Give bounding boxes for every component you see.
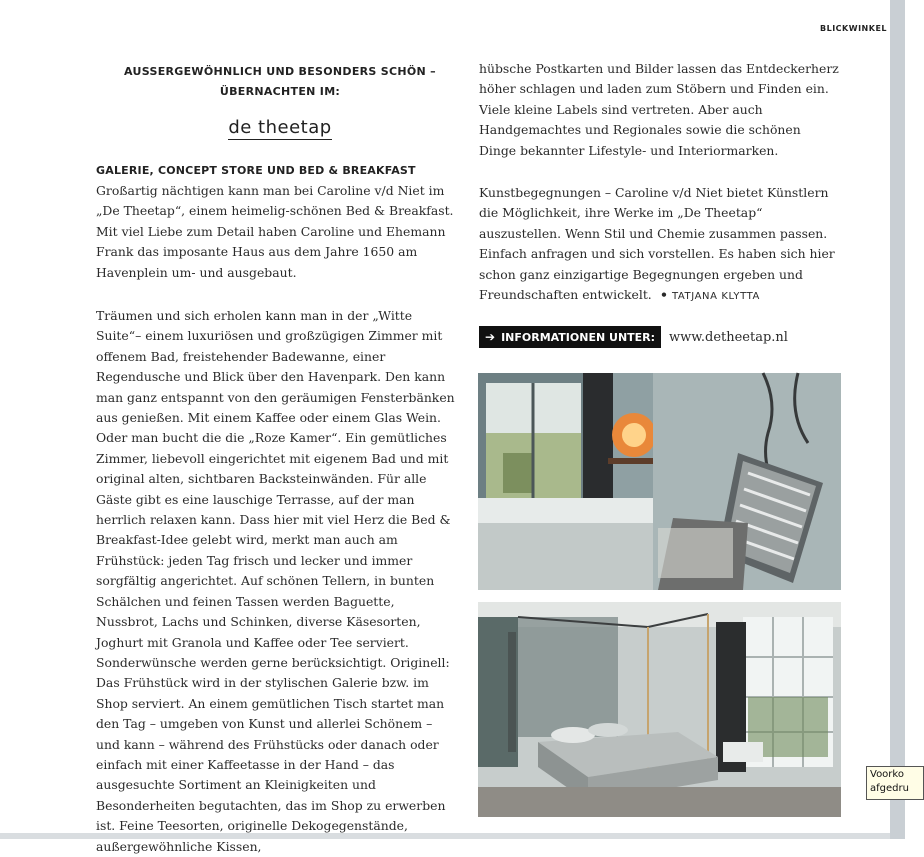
arrow-right-icon: ➔ xyxy=(485,330,496,344)
room-photo-chair xyxy=(478,373,841,590)
paragraph-intro: Großartig nächtigen kann man bei Caroline v/d Niet im „De Theetap“, einem heimelig-schönen Bed & Breakfast. Mit viel Liebe zum Detail haben Caroline und Ehemann Frank das imposante Haus aus dem Jahre 1650 am Havenplein um- und ausgebaut. xyxy=(96,183,454,280)
subhead: GALERIE, CONCEPT STORE UND BED & BREAKFAST xyxy=(96,164,416,177)
author-name: TATJANA KLYTTA xyxy=(671,291,760,303)
paragraph-art xyxy=(479,183,839,307)
tooltip: Voorko afgedru xyxy=(866,766,924,800)
bullet-dot: • xyxy=(655,287,668,303)
paragraph-art-text: Kunstbegegnungen – Caroline v/d Niet bietet Künstlern die Möglichkeit, ihre Werke im „De Theetap“ auszustellen. Wenn Stil und Chemie zusammen passen. Einfach anfragen und sich vorstellen. Es haben sich hier schon ganz einzigartige Begegnungen ergeben und Freundschaften entwickelt. xyxy=(479,185,835,303)
paragraph-shop: hübsche Postkarten und Bilder lassen das Entdeckerherz höher schlagen und laden zum Stöbern und Finden ein. Viele kleine Labels sind vertreten. Aber auch Handgemachtes und Regionales sowie die schönen Dinge bekannter Lifestyle- und Interiormarken. xyxy=(479,61,839,158)
viewer-scroll-strip[interactable] xyxy=(890,0,905,839)
brand-title xyxy=(95,117,465,138)
brand-title-text: de theetap xyxy=(228,117,332,138)
info-badge xyxy=(479,326,661,348)
paragraph-rooms-breakfast: Träumen und sich erholen kann man in der „Witte Suite“– einem luxuriösen und großzügigen Zimmer mit offenem Bad, freistehender Badewanne, einer Regendusche und Blick über den Havenpark. Den kann man ganz entspannt von den geräumigen Fensterbänken aus genießen. Mit einem Kaffee oder einem Glas Wein. Oder man bucht die die „Roze Kamer“. Ein gemütliches Zimmer, liebevoll eingerichtet mit eigenem Bad und mit original alten, sichtbaren Backsteinwänden. Für alle Gäste gibt es eine lauschige Terrasse, auf der man herrlich relaxen kann. Dass hier mit viel Herz die Bed & Breakfast-Idee gelebt wird, merkt man auch am Frühstück: jeden Tag frisch und lecker und immer sorgfältig angerichtet. Auf schönen Tellern, in bunten Schälchen und feinen Tassen werden Baguette, Nussbrot, Lachs und Schinken, diverse Käsesorten, Joghurt mit Granola und Kaffee oder Tee serviert. Sonderwünsche werden gerne berücksichtigt. Originell: Das Frühstück wird in der stylischen Galerie bzw. im Shop serviert. An einem gemütlichen Tisch startet man den Tag – umgeben von Kunst und allerlei Schönem – und kann – während des Frühstücks oder danach oder einfach mit einer Kaffeetasse in der Hand – das ausgesuchte Sortiment an Kleinigkeiten und Besonderheiten begutachten, das im Shop zu erwerben ist. Feine Teesorten, originelle Dekogegenstände, außergewöhnliche Kissen, xyxy=(96,308,455,854)
info-row xyxy=(479,326,788,348)
room-photo-bed xyxy=(478,602,841,817)
section-tag: BLICKWINKEL xyxy=(820,24,887,33)
room-photo-bed-image xyxy=(478,602,841,817)
info-label: INFORMATIONEN UNTER: xyxy=(501,330,656,344)
viewer-bottom-strip xyxy=(0,833,890,839)
kicker-heading: AUSSERGEWÖHNLICH UND BESONDERS SCHÖN – ÜBERNACHTEN IM: xyxy=(124,65,436,98)
room-photo-chair-image xyxy=(478,373,841,590)
website-link[interactable]: www.detheetap.nl xyxy=(669,329,788,345)
